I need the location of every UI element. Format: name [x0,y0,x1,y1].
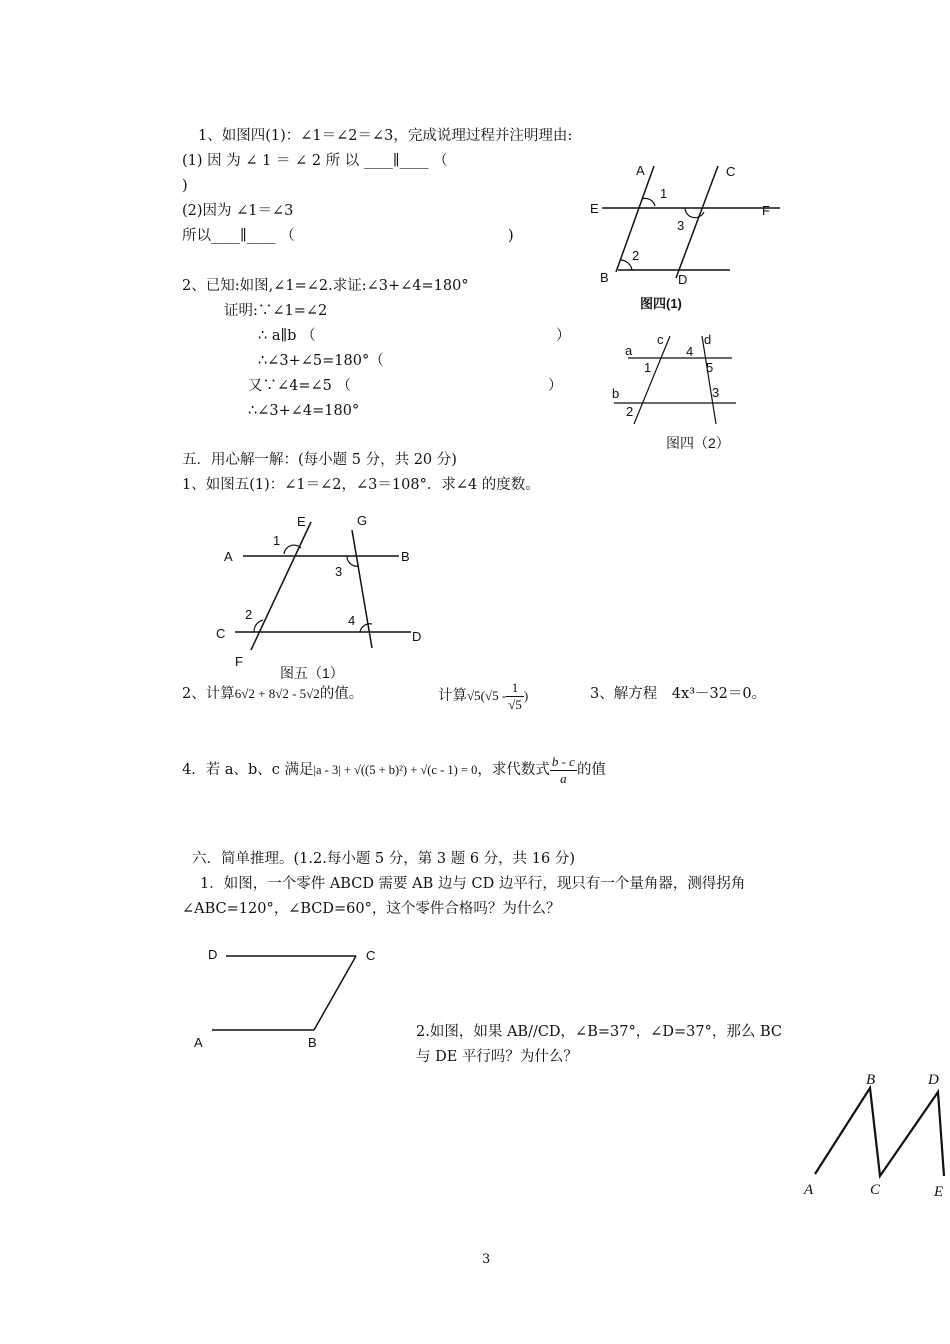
label-2: 2 [245,607,253,622]
label-2: 2 [626,404,634,419]
label-e: E [934,1184,944,1200]
line-d [702,336,716,424]
s5-q4-prefix: 4．若 a、b、c 满足 [182,762,314,779]
s5-q2b-prefix: 计算 [438,688,467,705]
label-1: 1 [660,186,668,201]
s5-q2 [182,686,363,703]
s6-q2-line1: 2.如图，如果 AB//CD，∠B=37°，∠D=37°，那么 BC [416,1024,782,1040]
figure-4-2-caption: 图四（2） [666,435,730,451]
label-b: B [308,1035,317,1050]
line-g [352,530,372,648]
label-a: A [194,1035,203,1050]
s6-q2-line2: 与 DE 平行吗？为什么？ [416,1049,578,1065]
label-2: 2 [632,248,640,263]
label-c: C [870,1182,881,1198]
label-g: G [357,513,368,528]
s5-q4-denominator: a [560,770,567,786]
label-d: D [412,629,422,644]
s4-q2-step3-end: ） [548,378,563,394]
s5-q2-prefix: 2、计算 [182,686,235,702]
s6-heading: 六．简单推理。(1.2.每小题 5 分，第 3 题 6 分，共 16 分) [192,851,575,867]
label-1: 1 [644,360,652,375]
s5-q2b-numerator: 1 [506,680,524,697]
s4-q1-line3: 所以____∥____ （ [182,228,295,244]
figure-5-1-caption: 图五（1） [280,665,344,681]
s4-q1-intro: 1、如图四(1)：∠1＝∠2＝∠3，完成说理过程并注明理由: [198,128,573,144]
label-a: a [625,343,633,358]
figure-5-1 [215,508,440,688]
s4-q1-line1b: ) [182,178,188,194]
figure-6-2 [800,1066,950,1206]
label-b: B [866,1072,876,1088]
figure-4-1-caption: 图四(1) [640,296,682,311]
label-4: 4 [348,613,356,628]
s5-q2b-fraction [506,680,524,712]
label-5: 5 [706,360,714,375]
s4-q2-intro: 2、已知:如图,∠1=∠2.求证:∠3+∠4=180° [182,278,469,294]
angle-4-arc [360,624,372,632]
label-3: 3 [677,218,685,233]
label-a: A [804,1182,814,1198]
edge-cb [314,956,356,1030]
label-f: F [762,203,770,218]
label-e: E [590,201,599,216]
figure-4-1 [580,160,780,320]
label-d: D [928,1072,939,1088]
label-3: 3 [712,385,720,400]
label-1: 1 [273,533,281,548]
page-number: 3 [482,1252,491,1267]
figure-4-2 [604,328,754,453]
s5-q2b [438,680,528,712]
label-c: C [366,948,376,963]
label-b: b [612,386,620,401]
s4-q2-step4: ∴∠3+∠4=180° [248,403,360,419]
s4-q2-proof: 证明:∵∠1=∠2 [224,303,328,319]
s5-q4-mid: ，求代数式 [477,762,550,779]
label-d: D [208,947,218,962]
label-d: d [704,332,712,347]
s5-q2b-denominator: √5 [508,696,522,712]
s6-q1-line2: ∠ABC=120°，∠BCD=60°，这个零件合格吗？为什么？ [182,901,561,917]
s4-q1-line2: (2)因为 ∠1＝∠3 [182,203,294,219]
label-c: c [657,332,664,347]
label-a: A [224,549,233,564]
s5-q4-suffix: 的值 [576,762,606,779]
label-a: A [636,163,645,178]
figure-6-1 [190,940,390,1055]
s5-q2-expression: 6√2 + 8√2 - 5√2 [234,686,320,701]
s5-q2b-expression: √5(√5 - [467,688,507,704]
s5-q4-expression: |a - 3| + √((5 + b)²) + √(c - 1) = 0 [313,763,478,778]
line-ef [251,522,311,650]
s4-q1-line3-end: ) [508,228,514,244]
zigzag-path [815,1088,944,1176]
s5-q1: 1、如图五(1)：∠1＝∠2，∠3＝108°．求∠4 的度数。 [182,477,540,493]
s5-q2b-close: ) [523,688,529,704]
s5-heading: 五．用心解一解：(每小题 5 分，共 20 分) [182,452,457,468]
s4-q1-line1: (1) 因 为 ∠ 1 ＝ ∠ 2 所 以 ____∥____ （ [182,153,448,169]
s4-q2-step1: ∴ a∥b （ [258,328,316,344]
angle-2-arc [620,260,632,270]
label-b: B [600,270,609,285]
s4-q2-step2: ∴∠3+∠5=180°（ [258,353,384,369]
label-e: E [297,514,306,529]
line-c [634,336,670,424]
label-c: C [216,626,226,641]
label-c: C [726,164,736,179]
s4-q2-step3: 又∵∠4=∠5 （ [248,378,352,394]
s5-q4-numerator: b - c [551,754,575,769]
label-4: 4 [686,344,694,359]
s5-q4-fraction [550,754,577,786]
label-3: 3 [335,564,343,579]
label-f: F [235,654,243,669]
label-d: D [678,272,688,287]
s5-q4 [182,754,606,786]
s6-q1-line1: 1．如图，一个零件 ABCD 需要 AB 边与 CD 边平行，现只有一个量角器，测得拐角 [200,876,746,892]
s5-q2-suffix: 的值。 [319,686,364,702]
s4-q2-step1-end: ） [556,328,571,344]
s5-q3: 3、解方程 4x³－32＝0。 [590,686,767,702]
angle-1-arc [642,198,655,206]
label-b: B [401,549,410,564]
